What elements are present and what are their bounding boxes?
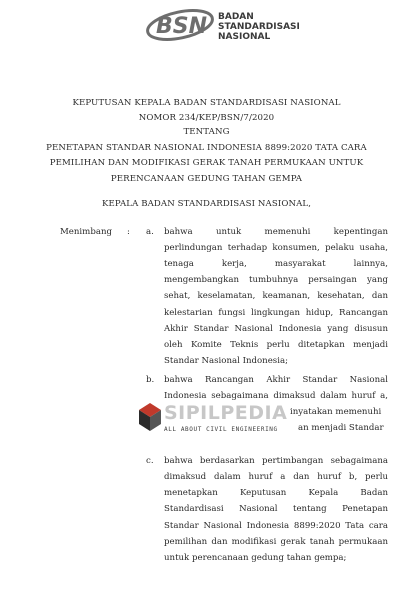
decree-title: KEPUTUSAN KEPALA BADAN STANDARDISASI NASIONAL [72,98,341,108]
menimbang-colon: : [127,227,130,237]
decree-subject-1: PENETAPAN STANDAR NASIONAL INDONESIA 8899:2020 TATA CARA [46,143,367,153]
decree-number: NOMOR 234/KEP/BSN/7/2020 [138,113,275,123]
item-c-line: Standar Nasional Indonesia 8899:2020 Tata cara [164,521,388,531]
menimbang-label: Menimbang [60,227,112,237]
bsn-logo [144,5,324,45]
bsn-swoosh-icon [144,5,216,45]
item-b-line: Indonesia sebagaimana dimaksud dalam huruf a, [164,391,388,401]
bsn-logo-text [218,12,300,42]
sipilpedia-logo-icon [138,402,162,432]
item-a-line: perlindungan terhadap konsumen, pelaku usaha, [164,243,388,253]
issuer-line: KEPALA BADAN STANDARDISASI NASIONAL, [101,199,312,209]
bsn-mark: BSN [156,14,208,39]
item-a-marker: a. [146,227,154,237]
item-c-marker: c. [146,456,154,466]
watermark-tagline: ALL ABOUT CIVIL ENGINEERING [164,426,278,433]
item-c-line: pemilihan dan modifikasi gerak tanah permukaan [164,537,388,547]
item-a-line: Akhir Standar Nasional Indonesia yang disusun [164,324,388,334]
decree-subject-2: PEMILIHAN DAN MODIFIKASI GERAK TANAH PERMUKAAN UNTUK [49,158,364,168]
item-b-line: bahwa Rancangan Akhir Standar Nasional [164,375,388,385]
logo-line-3: NASIONAL [218,32,271,42]
decree-tentang: TENTANG [183,127,230,137]
item-a-line: kelestarian fungsi lingkungan hidup, Rancangan [164,308,388,318]
item-a-line: tenaga kerja, masyarakat lainnya, [164,259,388,269]
item-b-line: an menjadi Standar [298,423,384,433]
item-b-marker: b. [146,375,155,385]
watermark-word: SIPILPEDIA [164,402,288,424]
item-a-line: sehat, keselamatan, keamanan, kesehatan, dan [164,291,388,301]
item-a-line: mengembangkan tumbuhnya persaingan yang [164,275,388,285]
item-a-line: Standar Nasional Indonesia; [164,356,288,366]
logo-line-1: BADAN [218,12,254,22]
item-a-line: bahwa untuk memenuhi kepentingan [164,227,388,237]
item-c-line: bahwa berdasarkan pertimbangan sebagaimana [164,456,388,466]
decree-subject-3: PERENCANAAN GEDUNG TAHAN GEMPA [110,174,303,184]
logo-line-2: STANDARDISASI [218,22,300,32]
item-c-line: menetapkan Keputusan Kepala Badan [164,488,388,498]
item-c-line: Standardisasi Nasional tentang Penetapan [164,504,388,514]
item-c-line: untuk perencanaan gedung tahan gempa; [164,553,347,563]
item-b-line: inyatakan memenuhi [290,407,382,417]
item-a-line: oleh Komite Teknis perlu ditetapkan menjadi [164,340,388,350]
sipilpedia-watermark [138,402,298,442]
item-c-line: dimaksud dalam huruf a dan huruf b, perlu [164,472,388,482]
